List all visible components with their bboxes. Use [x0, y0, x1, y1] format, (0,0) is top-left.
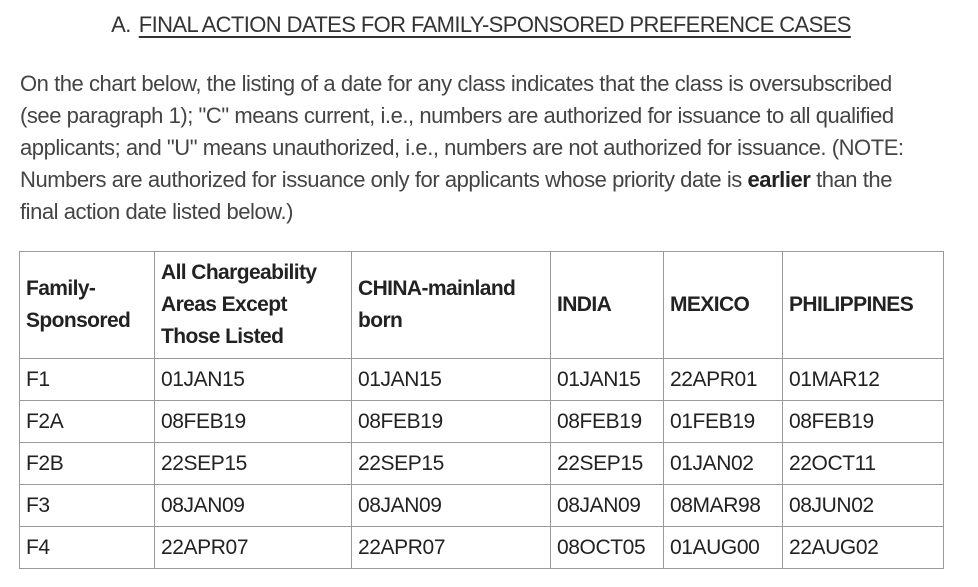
cell-all-chargeability: 22APR07: [155, 527, 352, 569]
cell-india: 01JAN15: [551, 359, 664, 401]
intro-line: (see paragraph 1); "C" means current, i.e., numbers are authorized for issuance to all qualified: [20, 103, 894, 128]
cell-category: F2B: [20, 443, 155, 485]
header-family-sponsored: Family- Sponsored: [20, 252, 155, 359]
cell-mexico: 22APR01: [664, 359, 783, 401]
intro-text: than the: [810, 167, 892, 192]
cell-philippines: 22AUG02: [783, 527, 944, 569]
header-china: CHINA-mainland born: [352, 252, 551, 359]
intro-line: On the chart below, the listing of a date for any class indicates that the class is oversubscribed: [20, 71, 892, 96]
cell-india: 08FEB19: [551, 401, 664, 443]
intro-paragraph: [20, 68, 950, 228]
cell-china: 01JAN15: [352, 359, 551, 401]
cell-category: F3: [20, 485, 155, 527]
cell-india: 22SEP15: [551, 443, 664, 485]
table-row: [20, 401, 944, 443]
cell-india: 08OCT05: [551, 527, 664, 569]
cell-philippines: 08FEB19: [783, 401, 944, 443]
intro-text: Numbers are authorized for issuance only for applicants whose priority date is: [20, 167, 748, 192]
cell-all-chargeability: 08JAN09: [155, 485, 352, 527]
cell-india: 08JAN09: [551, 485, 664, 527]
cell-all-chargeability: 01JAN15: [155, 359, 352, 401]
table-row: [20, 359, 944, 401]
intro-line: applicants; and "U" means unauthorized, i.e., numbers are not authorized for issuance. (NOTE:: [20, 135, 904, 160]
cell-mexico: 01JAN02: [664, 443, 783, 485]
table-header-row: [20, 252, 944, 359]
table-row: [20, 485, 944, 527]
section-heading: [0, 12, 962, 38]
cell-all-chargeability: 22SEP15: [155, 443, 352, 485]
cell-category: F4: [20, 527, 155, 569]
cell-philippines: 08JUN02: [783, 485, 944, 527]
table-row: [20, 527, 944, 569]
cell-mexico: 01AUG00: [664, 527, 783, 569]
table-row: [20, 443, 944, 485]
emphasis-earlier: earlier: [747, 167, 811, 192]
header-philippines: PHILIPPINES: [783, 252, 944, 359]
cell-all-chargeability: 08FEB19: [155, 401, 352, 443]
section-title: FINAL ACTION DATES FOR FAMILY-SPONSORED PREFERENCE CASES: [138, 12, 851, 37]
cell-china: 08FEB19: [352, 401, 551, 443]
final-action-dates-table: [19, 251, 944, 569]
header-mexico: MEXICO: [664, 252, 783, 359]
header-india: INDIA: [551, 252, 664, 359]
section-label: A.: [111, 12, 131, 37]
intro-line: final action date listed below.): [20, 199, 293, 224]
header-all-chargeability: All Chargeability Areas Except Those Listed: [155, 252, 352, 359]
cell-philippines: 01MAR12: [783, 359, 944, 401]
cell-philippines: 22OCT11: [783, 443, 944, 485]
intro-line: [20, 164, 950, 196]
cell-mexico: 01FEB19: [664, 401, 783, 443]
cell-china: 22SEP15: [352, 443, 551, 485]
cell-china: 22APR07: [352, 527, 551, 569]
cell-category: F1: [20, 359, 155, 401]
cell-category: F2A: [20, 401, 155, 443]
cell-china: 08JAN09: [352, 485, 551, 527]
cell-mexico: 08MAR98: [664, 485, 783, 527]
